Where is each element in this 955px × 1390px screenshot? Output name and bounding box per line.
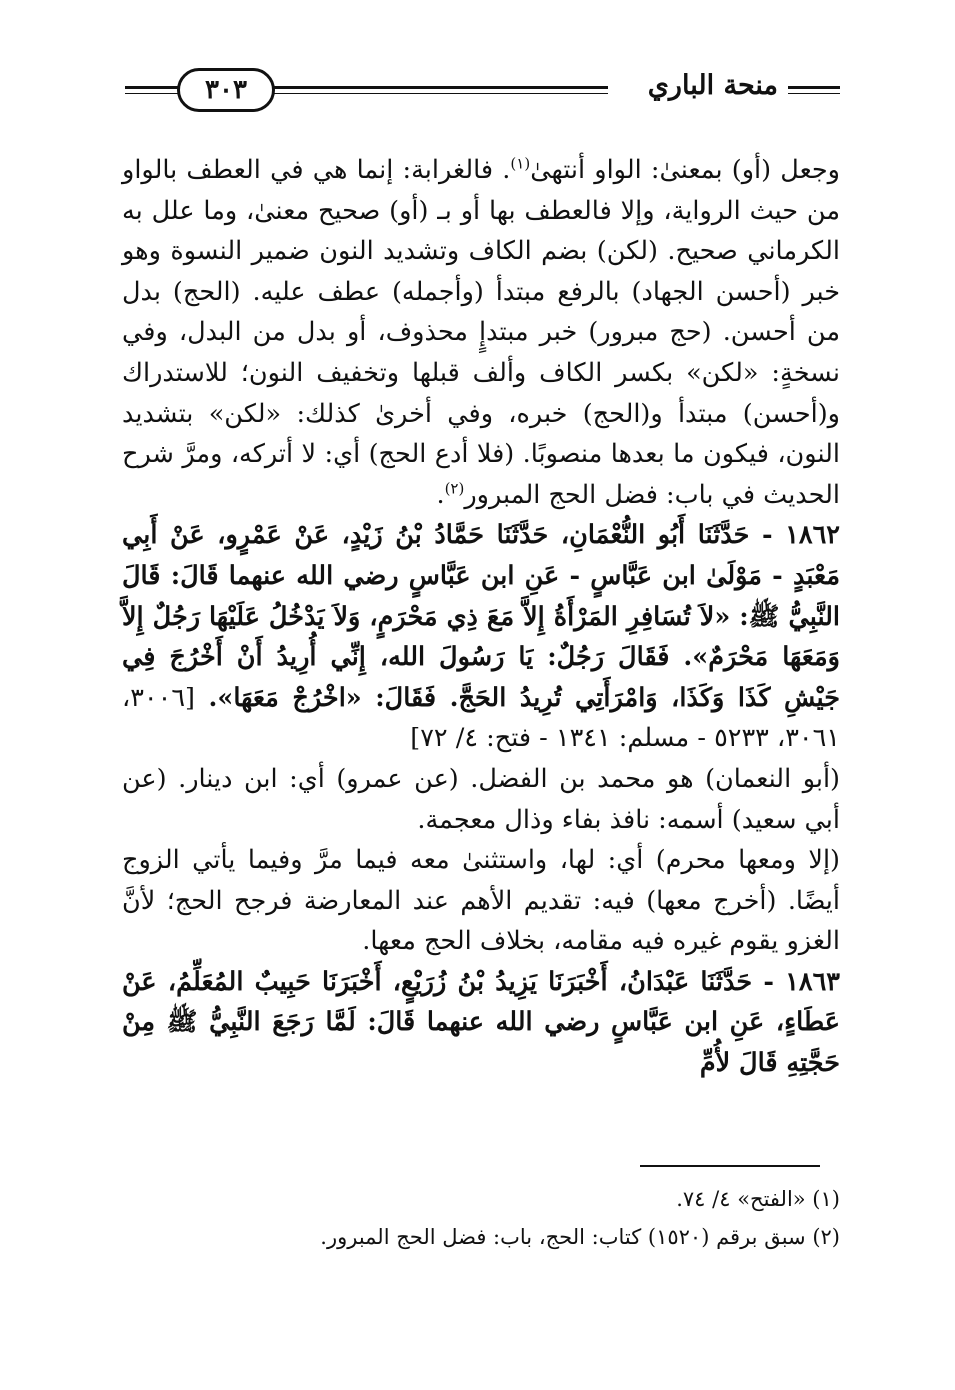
commentary-paragraph: وجعل (أو) بمعنىٰ: الواو أنتهىٰ$^{(١)}$. فالغرابة: إنما هي في العطف بالواو من حيث الرواية، وإلا فالعطف بها أو بـ (أو) صحيح معنىٰ، وما علل به الكرماني صحيح. (لكن) بضم الكاف وتشديد النون ضمير النسوة وهو خبر (أحسن الجهاد) بالرفع مبتدأ (وأجمله) عطف عليه. (الحج) بدل من أحسن. (حج مبرور) خبر مبتدإٍ محذوف، أو بدل من البدل، وفي نسخةٍ: «لكن» بكسر الكاف وألف قبلها وتخفيف النون؛ للاستدراك و(أحسن) مبتدأ و(الحج) خبره، وفي أخرىٰ كذلك: «لكن» بتشديد النون، فيكون ما بعدها منصوبًا. (فلا أدع الحج) أي: لا أتركه، ومرَّ شرح الحديث في باب: فضل الحج المبرور$^{(٢)}$. (122, 154, 840, 510)
commentary-paragraph: (إلا ومعها محرم) أي: لها، واستثنىٰ معه فيما مرَّ وفيما يأتي الزوج أيضًا. (أخرج معها) فيه: تقديم الأهم عند المعارضة فرجح الحج؛ لأنَّ الغزو يقوم غيره فيه مقامه، بخلاف الحج معها. (122, 845, 840, 957)
main-text (122, 150, 840, 1084)
footnote-2: (٢) سبق برقم (١٥٢٠) كتاب: الحج، باب: فضل الحج المبرور. (320, 1225, 840, 1249)
book-title: منحة الباري (647, 70, 778, 101)
footnote-marker: (١) (510, 154, 531, 173)
commentary-paragraph: (أبو النعمان) هو محمد بن الفضل. (عن عمرو) أي: ابن دينار. (عن أبي سعيد) أسمه: نافذ بفاء وذال معجمة. (122, 763, 840, 835)
commentary-text-rest: . فالغرابة: إنما هي في العطف بالواو من حيث الرواية، وإلا فالعطف بها أو بـ (أو) صحيح معنىٰ، وما علل به الكرماني صحيح. (لكن) بضم الكاف وتشديد النون ضمير النسوة وهو خبر (أحسن الجهاد) بالرفع مبتدأ (وأجمله) عطف عليه. (الحج) بدل من أحسن. (حج مبرور) خبر مبتدإٍ محذوف، أو بدل من البدل، وفي نسخةٍ: «لكن» بكسر الكاف وألف قبلها وتخفيف النون؛ للاستدراك و(أحسن) مبتدأ و(الحج) خبره، وفي أخرىٰ كذلك: «لكن» بتشديد النون، فيكون ما بعدها منصوبًا. (فلا أدع الحج) أي: لا أتركه، ومرَّ شرح الحديث في باب: فضل الحج المبرور (122, 155, 840, 510)
footnote-divider (640, 1165, 820, 1167)
hadith-1862 (122, 515, 840, 759)
header-rule-right (788, 86, 840, 94)
commentary-text-start: وجعل (أو) بمعنىٰ: الواو أنتهىٰ (530, 155, 840, 185)
footnote-1: (١) «الفتح» ٤/ ٧٤. (676, 1187, 840, 1211)
hadith-1863: ١٨٦٣ - حَدَّثَنَا عَبْدَانُ، أَخْبَرَنَا يَزِيدُ بْنُ زُرَيْعٍ، أَخْبَرَنَا حَبِيبٌ المُعَلِّمُ، عَنْ عَطَاءٍ، عَنِ ابن عَبَّاسٍ رضي الله عنهما قَالَ: لَمَّا رَجَعَ النَّبِيُّ ﷺ مِنْ حَجَّتِهِ قَالَ لأُمِّ (122, 966, 840, 1079)
page-number-badge (177, 68, 275, 112)
header-rule-middle (263, 86, 608, 94)
footnotes (122, 1180, 840, 1256)
page-number: ٣٠٣ (205, 75, 247, 105)
hadith-text: ١٨٦٢ - حَدَّثَنَا أَبُو النُّعْمَانِ، حَدَّثَنَا حَمَّادُ بْنُ زَيْدٍ، عَنْ عَمْرٍو، عَنْ أَبِي مَعْبَدٍ - مَوْلَىٰ ابن عَبَّاسٍ - عَنِ ابن عَبَّاسٍ رضي الله عنهما قَالَ: قَالَ النَّبِيُّ ﷺ: «لاَ تُسَافِرِ المَرْأَةُ إِلاَّ مَعَ ذِي مَحْرَمٍ، وَلاَ يَدْخُلُ عَلَيْهَا رَجُلٌ إِلاَّ وَمَعَهَا مَحْرَمٌ». فَقَالَ رَجُلٌ: يَا رَسُولَ الله، إِنِّي أُرِيدُ أَنْ أَخْرُجَ فِي جَيْشِ كَذَا وَكَذَا، وَامْرَأَتِي تُرِيدُ الحَجَّ. فَقَالَ: «اخْرُجْ مَعَهَا». (122, 520, 840, 713)
hadith-references: [٣٠٠٦، ٣٠٦١، ٥٢٣٣ - مسلم: ١٣٤١ - فتح: ٤/ ٧٢] (122, 682, 840, 754)
header-rule-left (125, 86, 183, 94)
page-header (125, 68, 840, 112)
footnote-marker: (٢) (444, 479, 465, 498)
